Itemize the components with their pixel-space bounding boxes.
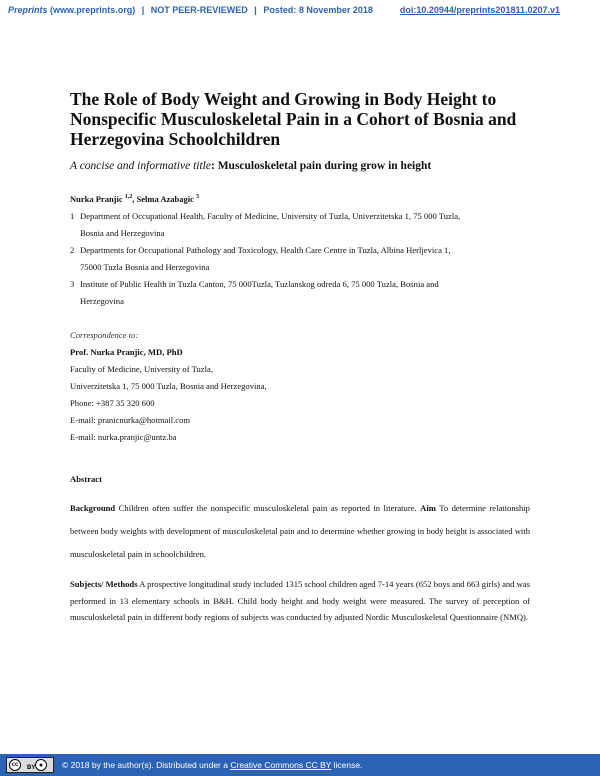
paper-subtitle: A concise and informative title: Musculoskeletal pain during grow in height [70,160,432,172]
author-list: Nurka Pranjic $^{1,2}$, Selma Azabagic $^3$ [70,194,200,204]
cc-by-badge[interactable] [6,757,54,773]
affiliation-item: 3 Institute of Public Health in Tuzla Canton, 75 000Tuzla, Tuzlanskog odreda 6, 75 000 Tuzla, Bosnia and Herzegovina [70,279,439,306]
abstract-methods: Subjects/ Methods A prospective longitudinal study included 1315 school children aged 7-14 years (652 boys and 663 girls) and was performed in 13 elementary schools in B&H. Child body height and body weight were measured. The survey of perception of musculoskeletal pain in different body regions of subjects was conducted by adjusted Nordic Musculoskeletal Questionnaire (NMQ). [70,579,530,622]
badge-by-label: BY [27,765,36,771]
correspondence-name: Prof. Nurka Pranjic, MD, PhD [70,347,183,357]
creative-commons-icon: cc [9,759,21,771]
peer-review-status: NOT PEER-REVIEWED [150,5,248,15]
subtitle-text: Musculoskeletal pain during grow in height [217,160,432,172]
preprints-site-link[interactable]: (www.preprints.org) [50,5,136,15]
preprint-header: Preprints (www.preprints.org) | NOT PEER-REVIEWED | Posted: 8 November 2018 [8,5,373,15]
correspondence-phone: Phone: +387 35 320 600 [70,398,155,408]
license-text: © 2018 by the author(s). Distributed under a Creative Commons CC BY license. [62,760,363,770]
author-name: Selma Azabagic [136,194,194,204]
abstract-heading: Abstract [70,474,102,484]
license-link[interactable]: Creative Commons CC BY [230,760,332,770]
author-affiliation-marker: 3 [196,194,200,201]
doi-link[interactable]: doi:10.20944/preprints201811.0207.v1 [399,5,560,15]
author-name: Nurka Pranjic [70,194,123,204]
attribution-person-icon: ● [35,759,47,771]
preprints-brand[interactable]: Preprints [8,5,48,15]
correspondence-label: Correspondence to: [70,330,139,340]
correspondence-faculty: Faculty of Medicine, University of Tuzla, [70,364,213,374]
paper-title: The Role of Body Weight and Growing in Body Height to Nonspecific Musculoskeletal Pain in a Cohort of Bosnia and Herzegovina Schoolchildren [70,89,517,149]
abstract-background: Background Children often suffer the nonspecific musculoskeletal pain as reported in literature. Aim To determine relationship between body weights with development of musculoskeletal pain and to determine whether growing in body height is associated with musculoskeletal pain in schoolchildren. [70,503,530,559]
license-footer [0,754,600,776]
correspondence-address: Univerzitetska 1, 75 000 Tuzla, Bosnia and Herzegovina, [70,381,267,391]
affiliation-item: 1 Department of Occupational Health, Faculty of Medicine, University of Tuzla, Univerzitetska 1, 75 000 Tuzla, Bosnia and Herzegovina [70,211,461,238]
affiliation-item: 2 Departments for Occupational Pathology and Toxicology, Health Care Centre in Tuzla, Albina Herljevica 1, 75000 Tuzla Bosnia and Herzegovina [70,245,451,272]
correspondence-email[interactable]: E-mail: nurka.pranjic@untz.ba [70,432,177,442]
posted-date: Posted: 8 November 2018 [263,5,373,15]
author-affiliation-marker: 1,2 [124,194,133,201]
subtitle-label: A concise and informative title [70,160,211,172]
correspondence-email[interactable]: E-mail: pranicnurka@hotmail.com [70,415,191,425]
